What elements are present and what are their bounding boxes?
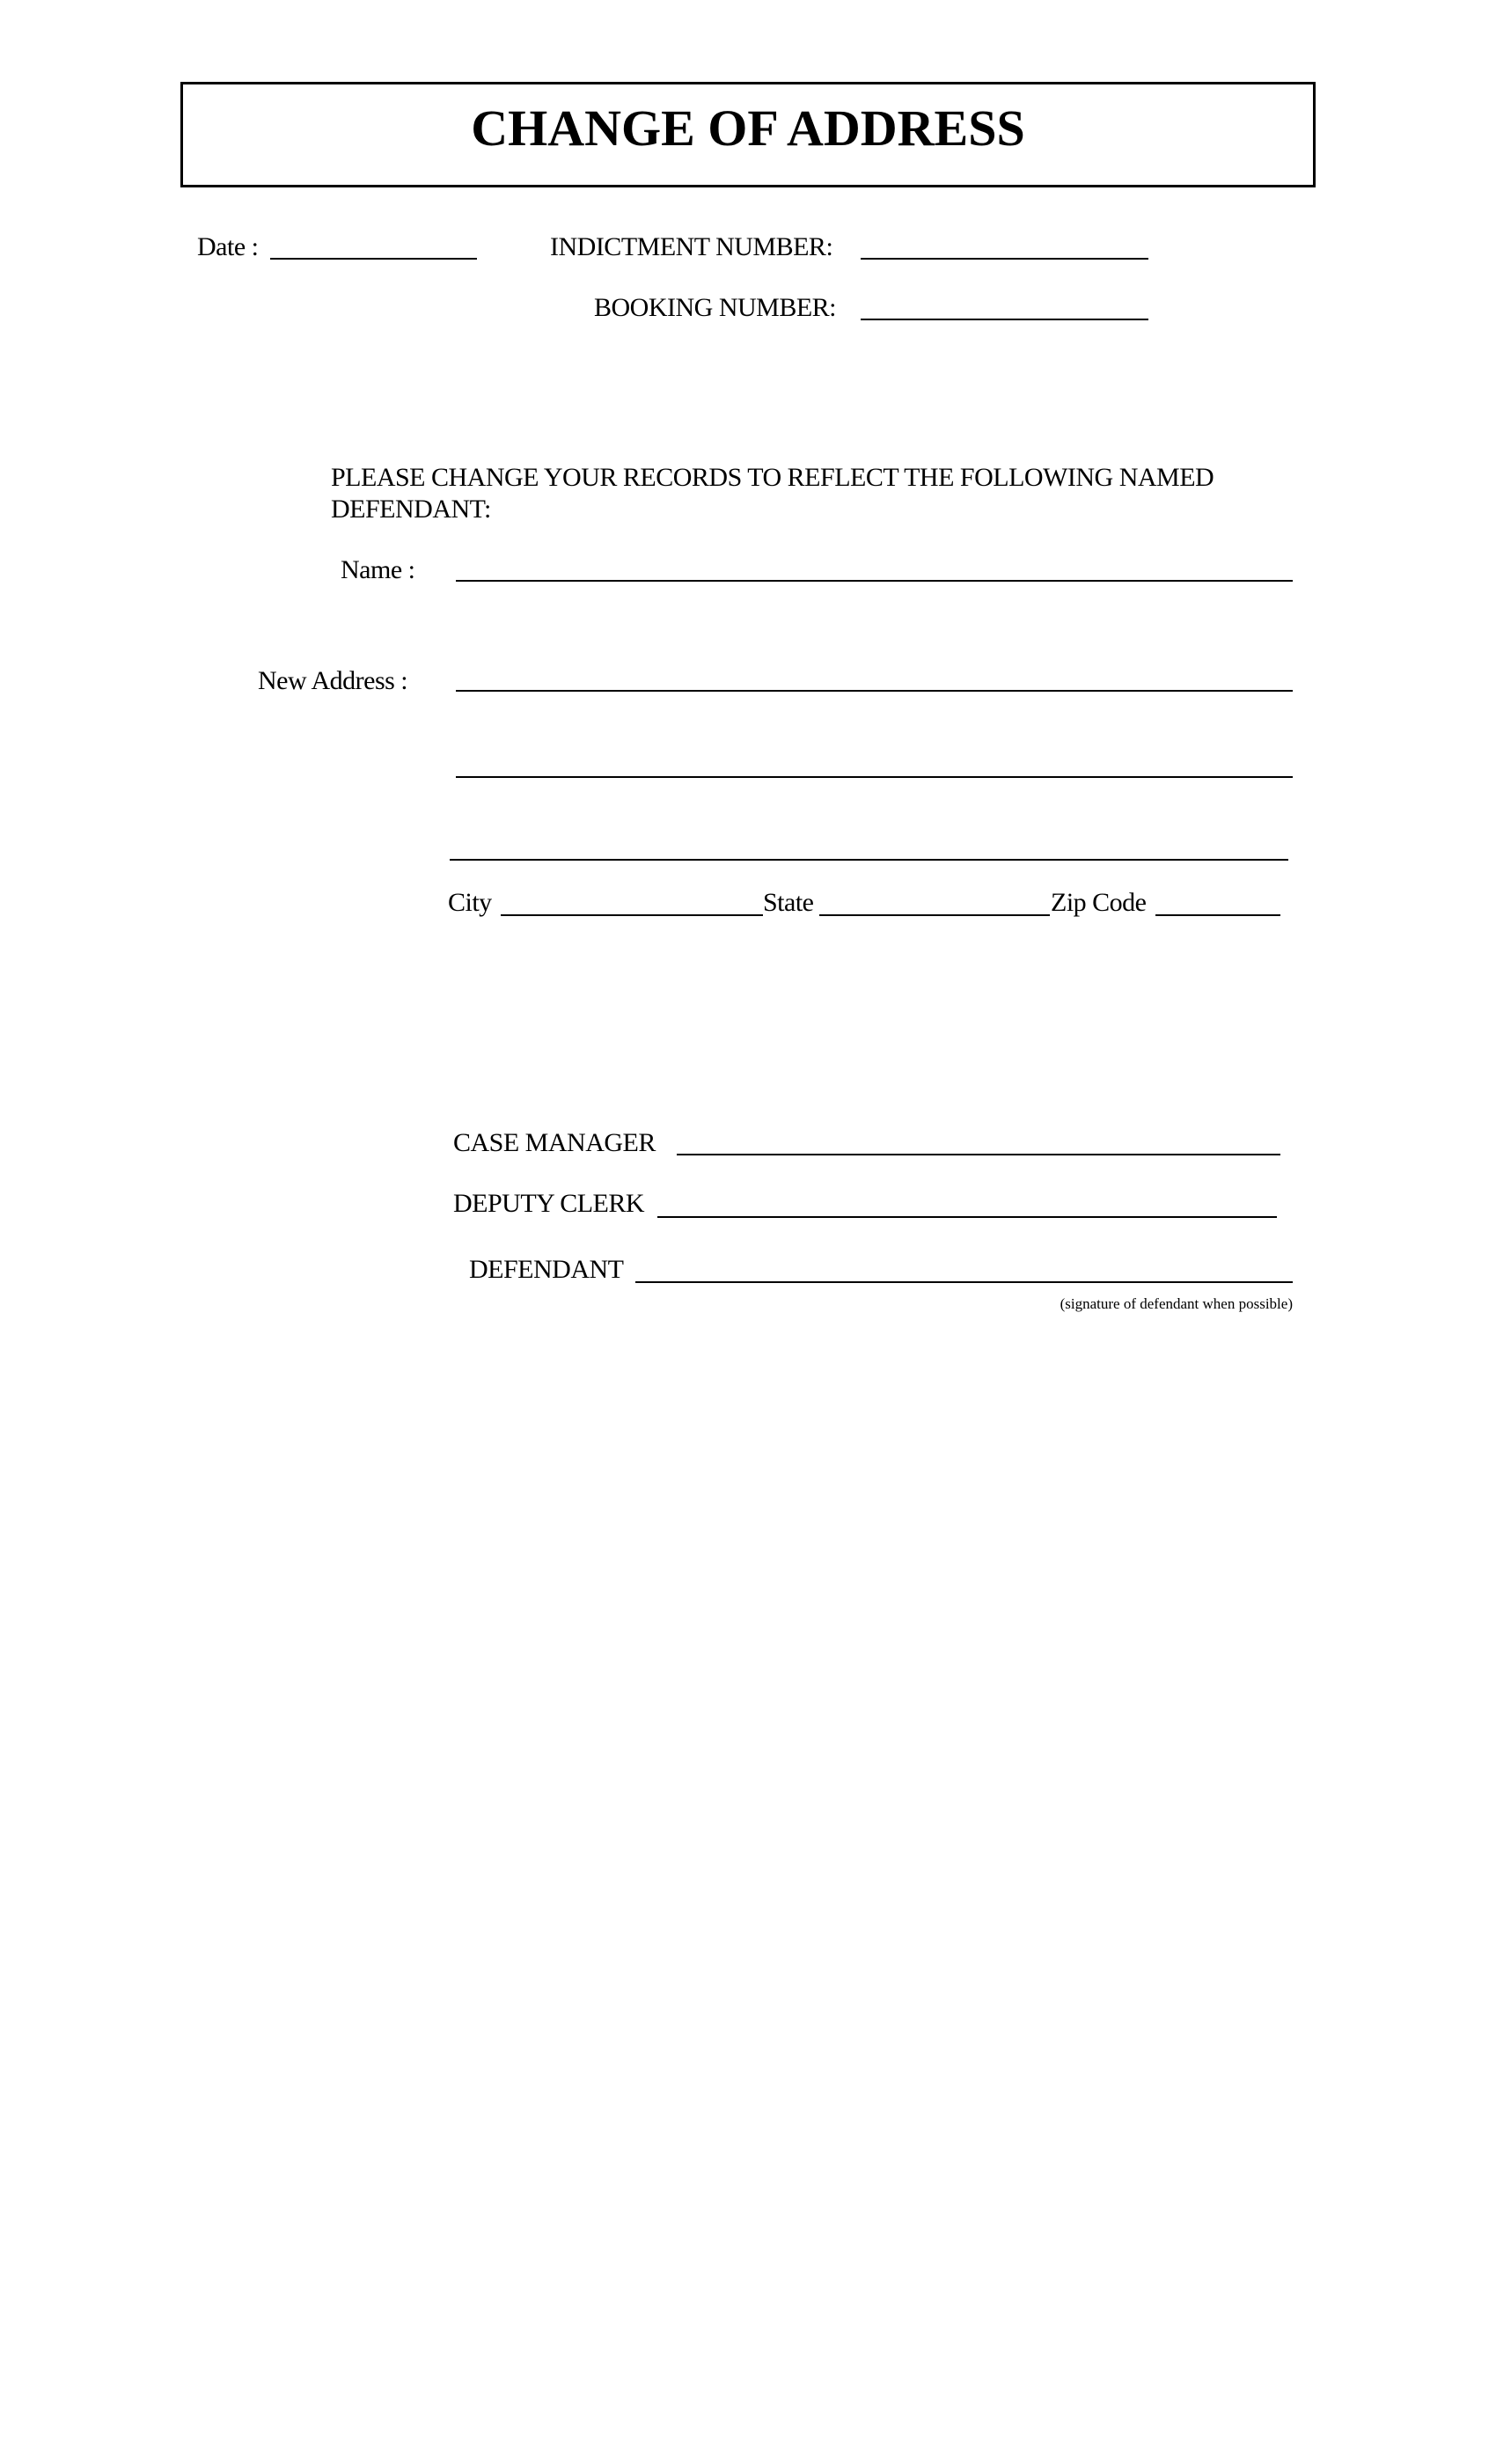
page-title: CHANGE OF ADDRESS	[471, 99, 1025, 157]
booking-number-field[interactable]	[861, 319, 1148, 320]
instruction-line-1: PLEASE CHANGE YOUR RECORDS TO REFLECT THE FOLLOWING NAMED	[331, 463, 1214, 492]
state-field[interactable]	[819, 914, 1050, 916]
defendant-signature-field[interactable]	[635, 1281, 1293, 1283]
defendant-label: DEFENDANT	[469, 1255, 624, 1284]
booking-number-label: BOOKING NUMBER:	[594, 293, 837, 322]
new-address-label: New Address :	[258, 666, 408, 695]
city-field[interactable]	[501, 914, 763, 916]
name-field[interactable]	[456, 580, 1293, 582]
indictment-number-label: INDICTMENT NUMBER:	[550, 232, 833, 261]
title-box	[180, 82, 1316, 187]
address-line-1-field[interactable]	[456, 690, 1293, 692]
case-manager-field[interactable]	[677, 1154, 1280, 1155]
name-label: Name :	[341, 555, 415, 584]
case-manager-label: CASE MANAGER	[453, 1128, 656, 1157]
zip-code-label: Zip Code	[1051, 888, 1147, 917]
city-label: City	[448, 888, 492, 917]
indictment-number-field[interactable]	[861, 258, 1148, 260]
date-field[interactable]	[270, 258, 477, 260]
state-label: State	[763, 888, 814, 917]
address-line-2-field[interactable]	[456, 776, 1293, 778]
zip-code-field[interactable]	[1155, 914, 1280, 916]
address-line-3-field[interactable]	[450, 859, 1288, 861]
instruction-line-2: DEFENDANT:	[331, 495, 491, 524]
deputy-clerk-label: DEPUTY CLERK	[453, 1189, 645, 1218]
date-label: Date :	[197, 232, 259, 261]
deputy-clerk-field[interactable]	[657, 1216, 1277, 1218]
defendant-signature-note: (signature of defendant when possible)	[1060, 1295, 1293, 1312]
